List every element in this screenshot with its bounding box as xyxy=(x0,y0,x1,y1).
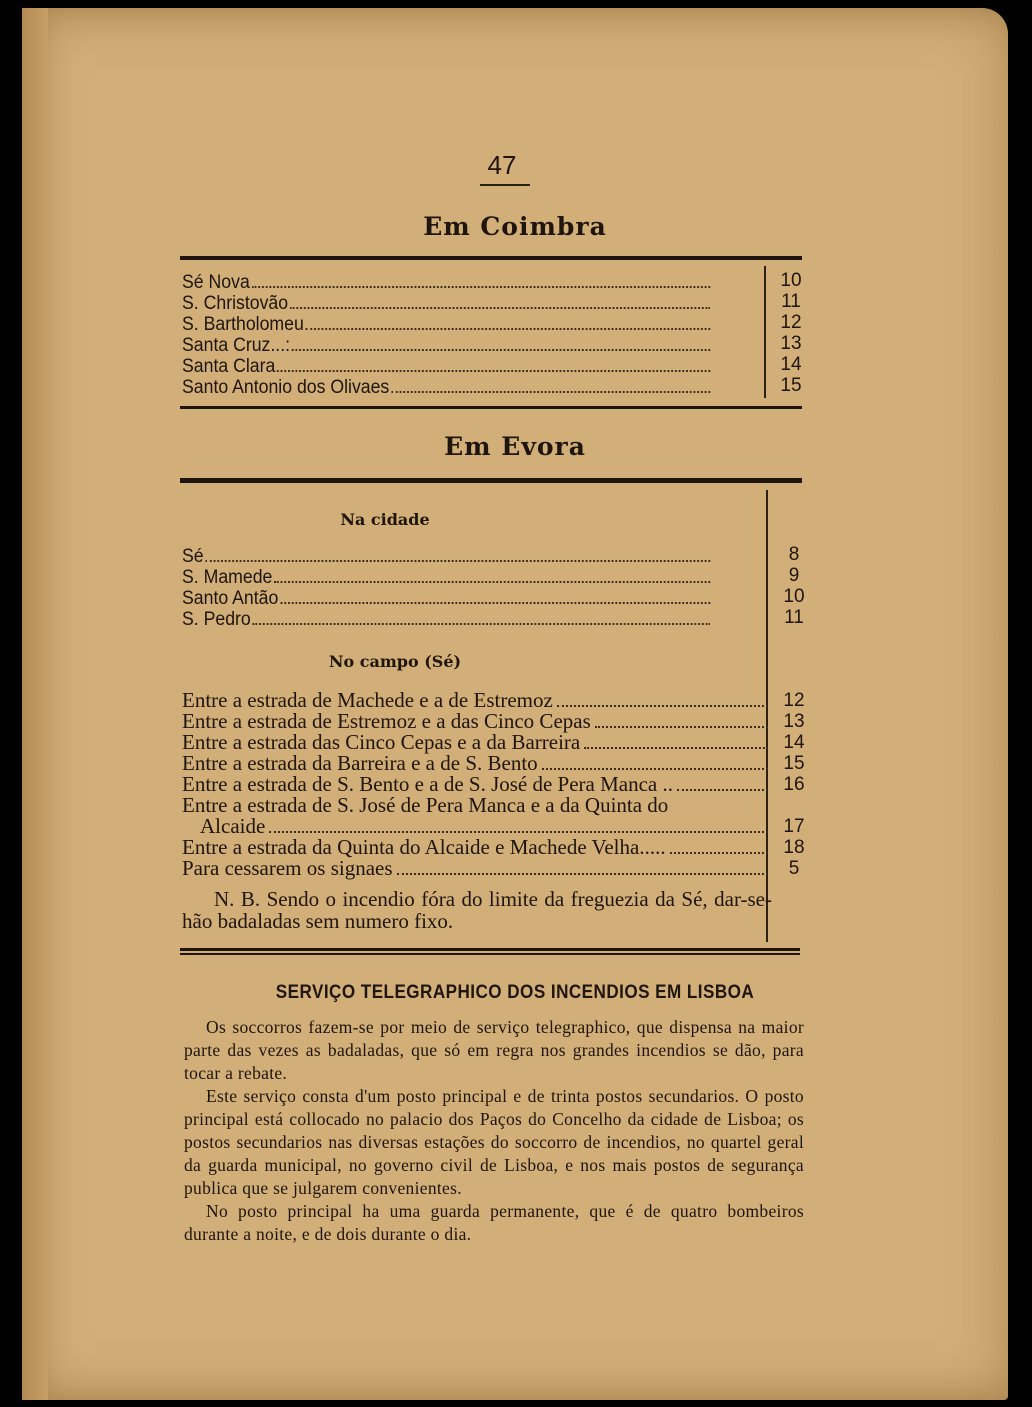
cidade-number: 10 xyxy=(783,586,805,607)
evora-top-rule xyxy=(180,478,802,483)
campo-row: Para cessarem os signaes xyxy=(182,858,772,879)
cidade-row: Santo Antão xyxy=(182,588,714,609)
coimbra-number: 15 xyxy=(780,375,802,396)
page-number: 47 xyxy=(487,150,517,180)
campo-row: Alcaide xyxy=(200,816,772,837)
campo-number: 16 xyxy=(783,774,805,795)
evora-bottom-rule xyxy=(180,948,800,951)
coimbra-row: Sé Nova xyxy=(182,272,714,293)
campo-row: Entre a estrada da Quinta do Alcaide e Machede Velha..... xyxy=(182,837,772,858)
evora-bottom-rule-2 xyxy=(180,953,800,955)
campo-number: 13 xyxy=(783,711,805,732)
evora-note: N. B. Sendo o incendio fóra do limite da freguezia da Sé, dar-se-hão badaladas sem numero fixo. xyxy=(182,887,772,933)
telegraph-title: SERVIÇO TELEGRAPHICO DOS INCENDIOS EM LISBOA xyxy=(275,982,755,1003)
coimbra-title: Em Coimbra xyxy=(423,212,607,241)
coimbra-row: S. Christovão xyxy=(182,293,714,314)
campo-row: Entre a estrada da Barreira e a de S. Bento xyxy=(182,753,772,774)
campo-number: 5 xyxy=(788,858,800,879)
evora-title: Em Evora xyxy=(444,432,586,461)
campo-row-line1: Entre a estrada de S. José de Pera Manca e a da Quinta do xyxy=(182,793,669,817)
campo-heading: No campo (Sé) xyxy=(328,652,462,671)
campo-row: Entre a estrada de S. Bento e a de S. José de Pera Manca .. xyxy=(182,774,772,795)
coimbra-number: 13 xyxy=(780,333,802,354)
coimbra-number: 10 xyxy=(780,270,802,291)
coimbra-row: Santo Antonio dos Olivaes xyxy=(182,377,714,398)
coimbra-row: Santa Clara xyxy=(182,356,714,377)
cidade-row: Sé xyxy=(182,546,714,567)
coimbra-number: 11 xyxy=(781,291,801,312)
campo-row: Entre a estrada de Estremoz e a das Cinco Cepas xyxy=(182,711,772,732)
page-number-rule xyxy=(480,184,530,186)
campo-row: Entre a estrada das Cinco Cepas e a da Barreira xyxy=(182,732,772,753)
campo-number: 14 xyxy=(783,732,805,753)
coimbra-bottom-rule xyxy=(180,406,802,409)
telegraph-paragraph: Os soccorros fazem-se por meio de serviço telegraphico, que dispensa na maior parte das vezes as badaladas, que só em regra nos grandes incendios se dão, para tocar a rebate. xyxy=(184,1017,804,1083)
campo-number: 17 xyxy=(783,816,805,837)
cidade-number: 9 xyxy=(788,565,800,586)
coimbra-column-divider xyxy=(764,266,766,398)
campo-number: 15 xyxy=(783,753,805,774)
campo-number: 18 xyxy=(783,837,805,858)
telegraph-paragraph: No posto principal ha uma guarda permanente, que é de quatro bombeiros durante a noite, e de dois durante o dia. xyxy=(184,1201,804,1244)
cidade-number: 11 xyxy=(784,607,804,628)
coimbra-number: 14 xyxy=(780,354,802,375)
telegraph-body xyxy=(184,1016,804,1246)
cidade-row: S. Pedro xyxy=(182,609,714,630)
coimbra-top-rule xyxy=(180,256,802,260)
coimbra-row: S. Bartholomeu xyxy=(182,314,714,335)
telegraph-paragraph: Este serviço consta d'um posto principal e de trinta postos secundarios. O posto principal está collocado no palacio dos Paços do Concelho da cidade de Lisboa; os postos secundarios nas diversas estações do soccorro de incendios, no quartel geral da guarda municipal, no governo civil de Lisboa, e nos mais postos de segurança publica que se julgarem convenientes. xyxy=(184,1086,804,1198)
cidade-row: S. Mamede xyxy=(182,567,714,588)
coimbra-number: 12 xyxy=(780,312,802,333)
cidade-heading: Na cidade xyxy=(340,510,430,529)
coimbra-row: Santa Cruz...: xyxy=(182,335,714,356)
campo-number: 12 xyxy=(783,690,805,711)
campo-row: Entre a estrada de Machede e a de Estremoz xyxy=(182,690,772,711)
book-page xyxy=(22,8,1008,1400)
cidade-number: 8 xyxy=(788,544,800,565)
